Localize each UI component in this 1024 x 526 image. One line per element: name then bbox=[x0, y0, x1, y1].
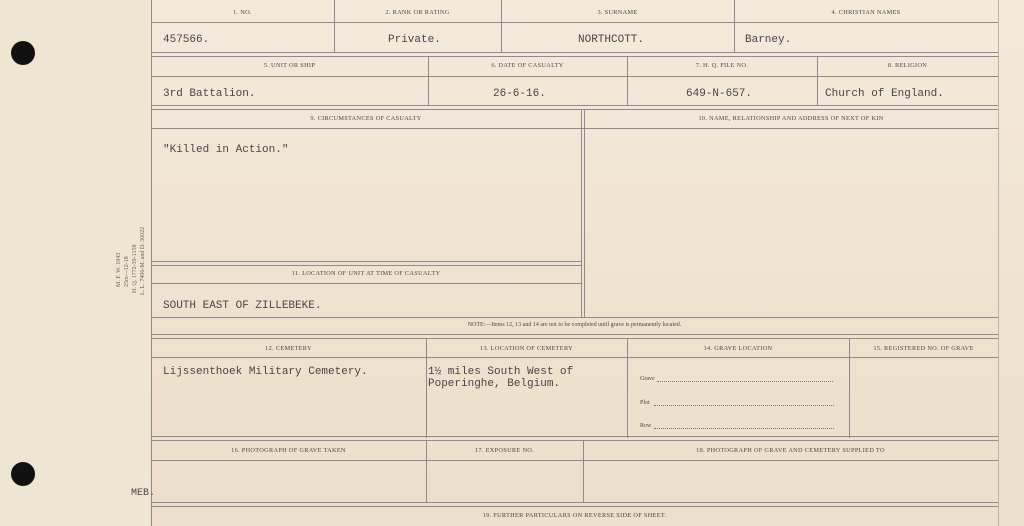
value-cemetery-location-line1: 1½ miles South West of bbox=[428, 366, 574, 378]
rule bbox=[151, 105, 998, 110]
value-unit: 3rd Battalion. bbox=[163, 88, 256, 100]
header-grave-location: 14. GRAVE LOCATION bbox=[703, 345, 773, 352]
rule bbox=[151, 334, 998, 339]
label-plot: Plot bbox=[640, 400, 650, 406]
footer-further-particulars: 19. FURTHER PARTICULARS ON REVERSE SIDE OF SHEET. bbox=[482, 512, 667, 519]
value-religion: Church of England. bbox=[825, 88, 944, 100]
header-date-of-casualty: 6. DATE OF CASUALTY bbox=[491, 62, 564, 69]
value-rank: Private. bbox=[388, 34, 441, 46]
rule bbox=[584, 109, 585, 317]
rule bbox=[849, 338, 850, 438]
label-row: Row bbox=[640, 423, 652, 429]
header-cemetery: 12. CEMETERY bbox=[265, 345, 312, 352]
rule bbox=[151, 502, 998, 507]
side-print-line: M. F. W. 1843 bbox=[116, 252, 122, 287]
rule bbox=[151, 357, 998, 358]
value-hq-file: 649-N-657. bbox=[686, 88, 753, 100]
rule bbox=[151, 283, 581, 284]
value-surname: NORTHCOTT. bbox=[578, 34, 645, 46]
grave-dotted-line bbox=[657, 381, 833, 382]
plot-dotted-line bbox=[654, 405, 834, 406]
header-rank: 2. RANK OR RATING bbox=[385, 9, 450, 16]
note-text: NOTE:—Items 12, 13 and 14 are not to be completed until grave is permanently located. bbox=[467, 322, 682, 328]
value-date-of-casualty: 26-6-16. bbox=[493, 88, 546, 100]
rule bbox=[151, 76, 998, 77]
header-next-of-kin: 10. NAME, RELATIONSHIP AND ADDRESS OF NEXT OF KIN bbox=[698, 115, 884, 122]
rule bbox=[627, 338, 628, 438]
punch-hole-top bbox=[11, 41, 35, 65]
label-grave: Grave bbox=[640, 376, 655, 382]
header-no: 1. NO. bbox=[233, 9, 252, 16]
header-exposure-no: 17. EXPOSURE NO. bbox=[474, 447, 535, 454]
side-print-line: 25m—12-18 bbox=[124, 256, 130, 287]
rule bbox=[151, 317, 998, 318]
rule bbox=[151, 52, 998, 57]
value-cemetery: Lijssenthoek Military Cemetery. bbox=[163, 366, 368, 378]
rule bbox=[151, 128, 998, 129]
side-print-line: L. L. 7406-M. and D. 36022 bbox=[140, 226, 146, 295]
header-registered-no: 15. REGISTERED NO. OF GRAVE bbox=[873, 345, 974, 352]
value-christian-names: Barney. bbox=[745, 34, 792, 46]
value-circumstances: "Killed in Action." bbox=[163, 144, 289, 156]
form-right-border bbox=[998, 0, 999, 526]
header-photograph-taken: 16. PHOTOGRAPH OF GRAVE TAKEN bbox=[231, 447, 346, 454]
header-unit: 5. UNIT OR SHIP bbox=[263, 62, 316, 69]
header-christian-names: 4. CHRISTIAN NAMES bbox=[831, 9, 901, 16]
value-cemetery-location-line2: Poperinghe, Belgium. bbox=[428, 378, 561, 390]
rule bbox=[151, 22, 998, 23]
header-religion: 8. RELIGION bbox=[887, 62, 928, 69]
header-surname: 3. SURNAME bbox=[597, 9, 638, 16]
rule bbox=[151, 460, 998, 461]
header-photograph-supplied: 18. PHOTOGRAPH OF GRAVE AND CEMETERY SUPPLIED TO bbox=[696, 447, 885, 454]
header-hq-file: 7. H. Q. FILE NO. bbox=[695, 62, 749, 69]
value-number: 457566. bbox=[163, 34, 210, 46]
header-circumstances: 9. CIRCUMSTANCES OF CASUALTY bbox=[310, 115, 422, 122]
rule bbox=[734, 0, 735, 52]
rule bbox=[334, 0, 335, 52]
header-location-of-cemetery: 13. LOCATION OF CEMETERY bbox=[480, 345, 573, 352]
side-print-line: H. Q. 1772-39-1158 bbox=[132, 244, 138, 293]
header-location-of-unit: 11. LOCATION OF UNIT AT TIME OF CASUALTY bbox=[291, 270, 441, 277]
rule bbox=[501, 0, 502, 52]
value-footer-mark: MEB. bbox=[131, 488, 156, 499]
punch-hole-bottom bbox=[11, 462, 35, 486]
row-dotted-line bbox=[654, 428, 834, 429]
rule bbox=[151, 436, 998, 441]
value-location-of-unit: SOUTH EAST OF ZILLEBEKE. bbox=[163, 300, 322, 312]
rule bbox=[426, 338, 427, 438]
side-print bbox=[104, 215, 156, 295]
rule bbox=[581, 109, 582, 317]
rule bbox=[151, 261, 581, 266]
